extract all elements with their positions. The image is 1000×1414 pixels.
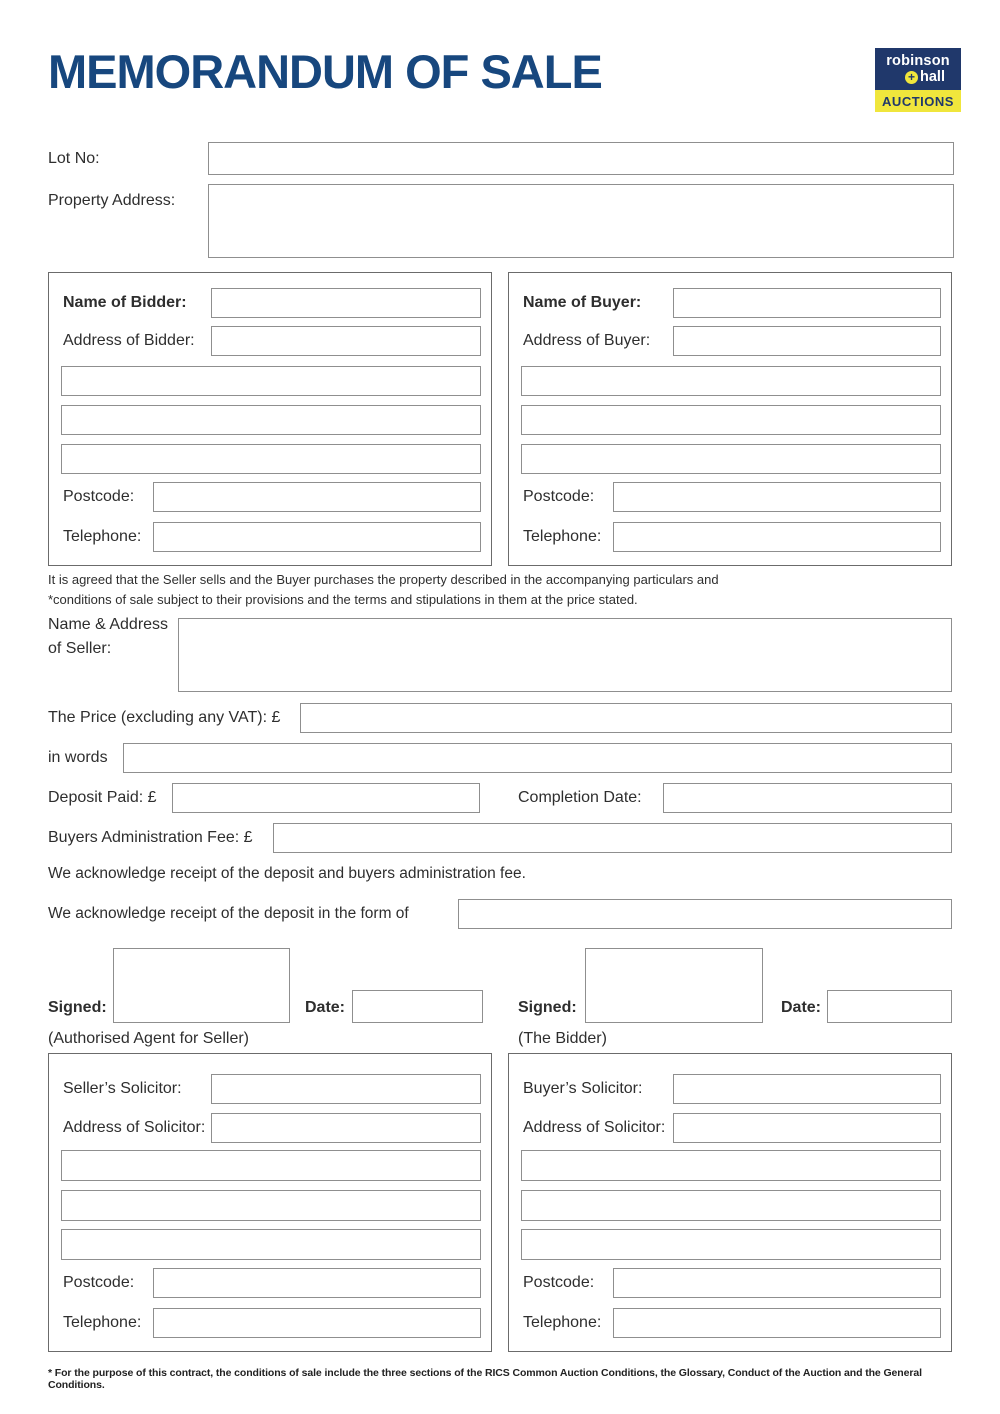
agent-signature-box[interactable]	[113, 948, 290, 1023]
bidder-telephone-input[interactable]	[153, 522, 481, 552]
seller-label-line-2: of Seller:	[48, 640, 112, 657]
agreement-line-1: It is agreed that the Seller sells and the Buyer purchases the property described in the accompanying particulars and	[48, 572, 719, 587]
bidder-details-box	[48, 272, 492, 566]
plus-icon: +	[905, 71, 918, 84]
seller-label-line-1: Name & Address	[48, 616, 169, 633]
buyer-solicitor-box	[508, 1053, 952, 1352]
conditions-footnote: * For the purpose of this contract, the conditions of sale include the three sections of the RICS Common Auction Conditions, the Glossary, Conduct of the Auction and the General Conditions.	[48, 1367, 922, 1391]
buyer-name-label: Name of Buyer:	[523, 294, 642, 311]
bidder-address-line-4-input[interactable]	[61, 444, 481, 474]
price-in-words-input[interactable]	[123, 743, 952, 773]
agent-date-label: Date:	[305, 999, 346, 1016]
admin-fee-label: Buyers Administration Fee: £	[48, 829, 253, 846]
bidder-postcode-label: Postcode:	[63, 488, 135, 505]
seller-solicitor-postcode-label: Postcode:	[63, 1274, 135, 1291]
bidder-signature-caption: (The Bidder)	[518, 1030, 607, 1047]
seller-solicitor-telephone-label: Telephone:	[63, 1314, 142, 1331]
seller-solicitor-address-label: Address of Solicitor:	[63, 1119, 206, 1136]
agreement-line-2: *conditions of sale subject to their provisions and the terms and stipulations in them at the price stated.	[48, 592, 638, 607]
buyer-telephone-input[interactable]	[613, 522, 941, 552]
buyer-solicitor-address-label: Address of Solicitor:	[523, 1119, 666, 1136]
agent-signature-caption: (Authorised Agent for Seller)	[48, 1030, 249, 1047]
buyer-address-line-4-input[interactable]	[521, 444, 941, 474]
bidder-signature-box[interactable]	[585, 948, 763, 1023]
seller-solicitor-name-input[interactable]	[211, 1074, 481, 1104]
buyer-address-label: Address of Buyer:	[523, 332, 651, 349]
buyer-details-box	[508, 272, 952, 566]
logo-auctions-banner: AUCTIONS	[875, 90, 961, 112]
price-input[interactable]	[300, 703, 952, 733]
bidder-address-line-2-input[interactable]	[61, 366, 481, 396]
deposit-paid-label: Deposit Paid: £	[48, 789, 157, 806]
buyer-address-line-3-input[interactable]	[521, 405, 941, 435]
buyer-solicitor-address-line-2-input[interactable]	[521, 1150, 941, 1181]
deposit-paid-input[interactable]	[172, 783, 480, 813]
bidder-name-input[interactable]	[211, 288, 481, 318]
buyer-telephone-label: Telephone:	[523, 528, 602, 545]
seller-solicitor-address-line-2-input[interactable]	[61, 1150, 481, 1181]
seller-solicitor-box	[48, 1053, 492, 1352]
deposit-form-input[interactable]	[458, 899, 952, 929]
acknowledgement-line-2: We acknowledge receipt of the deposit in the form of	[48, 905, 409, 922]
bidder-date-input[interactable]	[827, 990, 952, 1023]
acknowledgement-line-1: We acknowledge receipt of the deposit and buyers administration fee.	[48, 865, 526, 882]
buyer-address-input[interactable]	[673, 326, 941, 356]
agent-date-input[interactable]	[352, 990, 483, 1023]
admin-fee-input[interactable]	[273, 823, 952, 853]
bidder-name-label: Name of Bidder:	[63, 294, 187, 311]
completion-date-input[interactable]	[663, 783, 952, 813]
buyer-solicitor-address-line-3-input[interactable]	[521, 1190, 941, 1221]
seller-name-address-input[interactable]	[178, 618, 952, 692]
buyer-solicitor-address-line-4-input[interactable]	[521, 1229, 941, 1260]
property-address-input[interactable]	[208, 184, 954, 258]
completion-date-label: Completion Date:	[518, 789, 642, 806]
bidder-telephone-label: Telephone:	[63, 528, 142, 545]
lot-no-input[interactable]	[208, 142, 954, 175]
seller-solicitor-address-line-3-input[interactable]	[61, 1190, 481, 1221]
page-title: MEMORANDUM OF SALE	[48, 45, 602, 98]
logo-word-robinson: robinson	[886, 52, 950, 69]
bidder-date-label: Date:	[781, 999, 822, 1016]
property-address-label: Property Address:	[48, 192, 176, 209]
bidder-address-input[interactable]	[211, 326, 481, 356]
buyer-solicitor-label: Buyer’s Solicitor:	[523, 1080, 643, 1097]
agreement-paragraph	[48, 570, 788, 610]
buyer-postcode-label: Postcode:	[523, 488, 595, 505]
price-label: The Price (excluding any VAT): £	[48, 709, 281, 726]
buyer-solicitor-telephone-input[interactable]	[613, 1308, 941, 1338]
buyer-solicitor-postcode-input[interactable]	[613, 1268, 941, 1298]
seller-solicitor-address-input[interactable]	[211, 1113, 481, 1143]
logo-top-panel	[875, 48, 961, 90]
buyer-address-line-2-input[interactable]	[521, 366, 941, 396]
seller-solicitor-telephone-input[interactable]	[153, 1308, 481, 1338]
bidder-postcode-input[interactable]	[153, 482, 481, 512]
buyer-solicitor-postcode-label: Postcode:	[523, 1274, 595, 1291]
buyer-postcode-input[interactable]	[613, 482, 941, 512]
lot-no-label: Lot No:	[48, 150, 100, 167]
logo-row-hall	[905, 70, 945, 85]
buyer-solicitor-name-input[interactable]	[673, 1074, 941, 1104]
seller-solicitor-address-line-4-input[interactable]	[61, 1229, 481, 1260]
bidder-address-line-3-input[interactable]	[61, 405, 481, 435]
seller-solicitor-label: Seller’s Solicitor:	[63, 1080, 182, 1097]
logo-word-hall: hall	[920, 69, 945, 85]
bidder-address-label: Address of Bidder:	[63, 332, 195, 349]
buyer-solicitor-address-input[interactable]	[673, 1113, 941, 1143]
in-words-label: in words	[48, 749, 108, 766]
buyer-solicitor-telephone-label: Telephone:	[523, 1314, 602, 1331]
agent-signed-label: Signed:	[48, 999, 107, 1016]
seller-solicitor-postcode-input[interactable]	[153, 1268, 481, 1298]
robinson-hall-logo	[875, 48, 961, 112]
bidder-signed-label: Signed:	[518, 999, 577, 1016]
buyer-name-input[interactable]	[673, 288, 941, 318]
